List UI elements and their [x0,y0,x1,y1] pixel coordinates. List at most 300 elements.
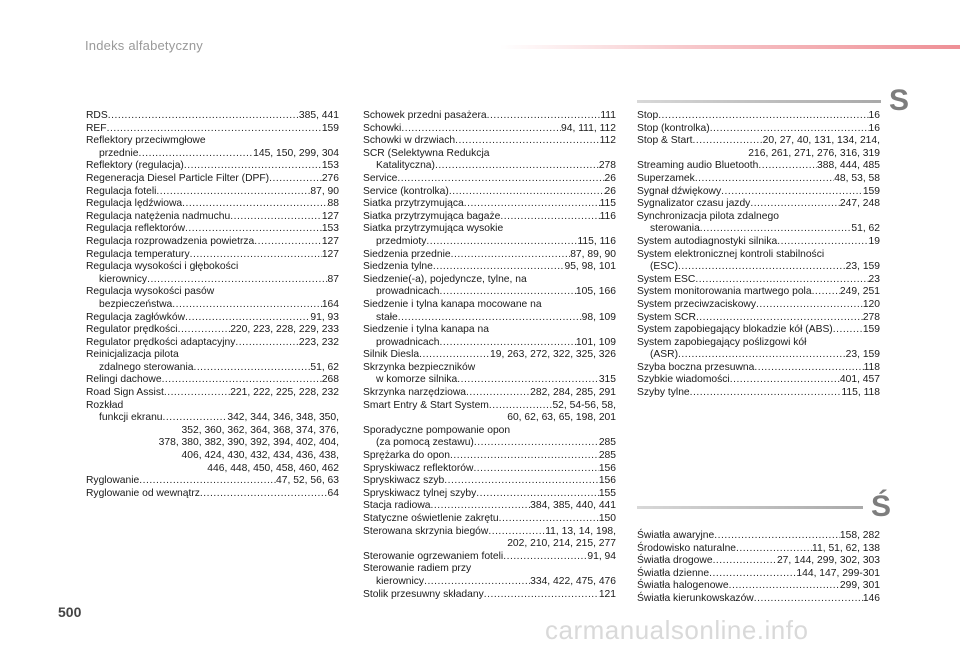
entry-pages: 144, 147, 299-301 [796,567,880,579]
entry-term: System SCR [637,311,696,323]
dot-leader [833,324,863,337]
entry-pages: 384, 385, 440, 441 [530,500,616,512]
dot-leader [690,387,842,400]
entry-term: Smart Entry & Start System [363,399,489,411]
index-entry [363,135,616,148]
dot-leader [714,530,840,543]
index-entry [86,249,339,262]
dot-leader [696,312,863,325]
index-column-3 [637,110,880,400]
dot-leader [473,463,598,476]
entry-term: Spryskiwacz reflektorów [363,462,474,474]
index-entry [637,286,880,299]
entry-pages: 48, 53, 58 [834,172,880,184]
section-letter: S [889,84,910,117]
index-entry [363,349,616,362]
index-entry [86,475,339,488]
index-entry [637,312,880,325]
entry-term: stałe [376,311,398,323]
index-entry [86,160,339,173]
entry-term: Światła dzienne [637,567,710,579]
entry-term: bezpieczeństwa [99,298,173,310]
dot-leader [487,110,601,123]
index-entry: Siedzenie(-a), pojedyncze, tylne, na [363,273,527,285]
dot-leader [693,135,763,148]
dot-leader [449,186,605,199]
entry-pages: 51, 62 [851,223,880,235]
index-entry [363,261,616,274]
index-entry: Sporadyczne pompowanie opon [363,424,511,436]
dot-leader [750,198,840,211]
entry-pages: 401, 457 [839,374,880,386]
index-entry [363,236,616,249]
index-entry [363,337,616,350]
entry-pages: 127 [321,235,339,247]
entry-term: Regulacja natężenia nadmuchu [86,210,231,222]
index-column-2 [363,110,616,601]
index-entry [86,387,339,400]
entry-term: Światła halogenowe [637,580,729,592]
dot-leader [185,223,322,236]
index-entry: 378, 380, 382, 390, 392, 394, 402, 404, [158,437,339,449]
entry-pages: 23, 159 [845,261,880,273]
entry-term: Ryglowanie od wewnątrz [86,487,200,499]
index-entry [363,286,616,299]
entry-pages: 282, 284, 285, 291 [530,387,616,399]
index-entry [86,299,339,312]
entry-term: Schowki w drzwiach [363,135,456,147]
index-entry: Synchronizacja pilota zdalnego [637,210,779,222]
entry-term: Sygnał dźwiękowy [637,185,722,197]
index-entry: Siedzenie i tylna kanapa na [363,324,489,336]
entry-pages: 388, 444, 485 [817,160,880,172]
dot-leader [455,135,599,148]
dot-leader [200,488,328,501]
entry-pages: 91, 93 [310,311,339,323]
entry-pages: 153 [321,223,339,235]
index-entry [363,526,616,539]
dot-leader [182,198,327,211]
entry-pages: 64 [327,487,339,499]
entry-pages: 247, 248 [839,198,880,210]
index-entry [637,374,880,387]
dot-leader [139,148,254,161]
entry-pages: 285 [598,437,616,449]
index-entry [637,110,880,123]
index-entry [86,412,339,425]
dot-leader [736,543,812,556]
index-entry [363,576,616,589]
entry-term: Światła kierunkowskazów [637,592,754,604]
index-entry [86,186,339,199]
entry-pages: 52, 54-56, 58, [552,399,616,411]
entry-term: Skrzynka narzędziowa [363,387,467,399]
index-entry [86,173,339,186]
entry-term: Szyby tylne [637,387,690,399]
entry-term: w komorze silnika [376,374,458,386]
dot-leader [457,374,599,387]
entry-term: Ryglowanie [86,475,140,487]
dot-leader [756,299,863,312]
entry-term: System przeciwzaciskowy [637,298,757,310]
dot-leader [721,186,863,199]
entry-pages: 153 [321,160,339,172]
index-entry [637,580,880,593]
entry-term: (ESC) [650,261,679,273]
dot-leader [499,513,599,526]
dot-leader [476,488,599,501]
index-entry [637,186,880,199]
entry-term: sterowania [650,223,700,235]
index-entry [363,500,616,513]
entry-pages: 121 [598,588,616,600]
entry-pages: 91, 94 [587,550,616,562]
dot-leader [398,312,582,325]
dot-leader [108,110,299,123]
entry-pages: 27, 144, 299, 302, 303 [776,555,880,567]
index-entry [86,274,339,287]
entry-pages: 342, 344, 346, 348, 350, [227,412,339,424]
index-entry [86,362,339,375]
entry-pages: 16 [868,110,880,121]
entry-term: Spryskiwacz tylnej szyby [363,487,477,499]
entry-term: Spryskiwacz szyb [363,475,445,487]
dot-leader [777,236,868,249]
entry-pages: 276 [321,172,339,184]
index-entry [637,555,880,568]
index-entry [86,123,339,136]
entry-term: Sygnalizator czasu jazdy [637,198,751,210]
entry-pages: 11, 51, 62, 138 [812,542,880,554]
index-entry [363,123,616,136]
entry-pages: 120 [862,298,880,310]
entry-term: Service (kontrolka) [363,185,449,197]
entry-pages: 268 [321,374,339,386]
entry-term: Środowisko naturalne [637,542,737,554]
index-entry: 60, 62, 63, 65, 198, 201 [507,412,616,424]
entry-pages: 87 [327,273,339,285]
entry-term: Road Sign Assist [86,387,164,399]
dot-leader [709,568,796,581]
entry-term: Sprężarka do opon [363,450,451,462]
index-entry [86,488,339,501]
index-entry [86,337,339,350]
index-entry [86,236,339,249]
entry-term: REF [86,122,107,134]
dot-leader [107,123,322,136]
index-entry [86,110,339,123]
entry-term: Stop [637,110,659,121]
watermark: carmanualsonline.info [545,615,809,645]
dot-leader [164,387,230,400]
entry-term: Szybkie wiadomości [637,374,730,386]
entry-pages: 26 [604,185,616,197]
entry-term: kierownicy [99,273,148,285]
entry-pages: 23, 159 [845,349,880,361]
dot-leader [230,211,322,224]
index-entry: 446, 448, 450, 458, 460, 462 [207,462,339,474]
entry-pages: 249, 251 [839,286,880,298]
dot-leader [812,286,840,299]
index-entry [637,160,880,173]
index-entry: Regulacja wysokości pasów [86,286,215,298]
entry-term: Regulacja lędźwiowa [86,198,183,210]
entry-pages: 156 [598,475,616,487]
dot-leader [466,387,530,400]
dot-leader [178,324,231,337]
entry-pages: 19, 263, 272, 322, 325, 326 [490,349,616,361]
dot-leader [710,123,869,136]
entry-pages: 87, 89, 90 [570,248,616,260]
dot-leader [172,299,322,312]
entry-term: (ASR) [650,349,679,361]
dot-leader [754,362,863,375]
dot-leader [758,160,817,173]
dot-leader [435,160,599,173]
entry-term: Schowki [363,122,402,134]
entry-pages: 299, 301 [839,580,880,592]
index-entry [637,387,880,400]
entry-term: Regeneracja Diesel Particle Filter (DPF) [86,172,270,184]
dot-leader [713,555,777,568]
dot-leader [185,312,310,325]
entry-pages: 158, 282 [839,530,880,541]
index-entry [363,374,616,387]
index-entry [363,450,616,463]
entry-pages: 20, 27, 40, 131, 134, 214, [762,135,880,147]
entry-pages: 87, 90 [310,185,339,197]
index-entry [363,475,616,488]
entry-term: Stacja radiowa [363,500,431,512]
entry-term: Statyczne oświetlenie zakrętu [363,513,499,524]
entry-pages: 145, 150, 299, 304 [253,147,339,159]
entry-pages: 146 [862,592,880,604]
entry-pages: 118 [863,361,880,373]
dot-leader [488,526,545,539]
entry-term: Światła drogowe [637,555,713,567]
entry-term: (za pomocą zestawu) [376,437,474,449]
index-entry [363,437,616,450]
dot-leader [729,580,840,593]
index-column-4 [637,530,880,606]
entry-pages: 164 [321,298,339,310]
dot-leader [139,475,276,488]
dot-leader [450,450,599,463]
index-entry: SCR (Selektywna Redukcja [363,147,490,159]
dot-leader [444,475,599,488]
index-entry: Reinicjalizacja pilota [86,349,179,361]
index-entry: 406, 424, 430, 432, 434, 436, 438, [181,450,339,462]
entry-pages: 127 [321,210,339,222]
entry-pages: 115, 118 [841,387,880,399]
entry-term: Sterowana skrzynia biegów [363,525,489,537]
page-number: 500 [58,604,82,620]
index-entry [363,551,616,564]
index-entry [363,198,616,211]
entry-pages: 11, 13, 14, 198, [545,525,616,537]
entry-term: Regulacja zagłówków [86,311,186,323]
entry-pages: 285 [598,450,616,462]
index-entry [86,148,339,161]
entry-pages: 19 [868,235,880,247]
dot-leader [730,374,840,387]
dot-leader [695,173,834,186]
entry-term: funkcji ekranu [99,412,163,424]
entry-term: Szyba boczna przesuwna [637,361,755,373]
entry-pages: 334, 422, 475, 476 [530,575,616,587]
dot-leader [678,349,846,362]
index-entry [363,186,616,199]
index-entry: Siedzenie i tylna kanapa mocowane na [363,298,542,310]
entry-term: RDS [86,110,108,121]
dot-leader [489,400,553,413]
entry-term: Superzamek [637,172,695,184]
dot-leader [147,274,327,287]
index-entry [637,349,880,362]
index-entry [363,173,616,186]
dot-leader [433,261,565,274]
entry-pages: 150 [598,513,616,524]
index-entry [637,543,880,556]
entry-pages: 88 [327,198,339,210]
entry-pages: 105, 166 [575,286,616,298]
index-entry [637,236,880,249]
entry-term: zdalnego sterowania [99,361,194,373]
dot-leader [754,593,863,606]
entry-term: Siedzenia tylne [363,261,433,273]
index-entry [363,589,616,602]
letter-divider-s-acute [637,492,891,522]
dot-leader [401,123,561,136]
index-entry [637,123,880,136]
entry-pages: 111 [600,110,616,121]
entry-term: Regulacja rozprowadzenia powietrza [86,235,255,247]
index-entry [637,274,880,287]
index-entry [637,299,880,312]
entry-pages: 156 [598,462,616,474]
index-entry [637,593,880,606]
index-entry [363,211,616,224]
entry-pages: 221, 222, 225, 228, 232 [230,387,339,399]
entry-pages: 116 [599,210,616,222]
entry-pages: 159 [321,122,339,134]
index-entry [637,362,880,375]
index-entry: 216, 261, 271, 276, 316, 319 [748,147,880,159]
dot-leader [254,236,322,249]
dot-leader [162,374,322,387]
entry-term: prowadnicach [376,336,440,348]
dot-leader [397,173,604,186]
entry-term: Stolik przesuwny składany [363,588,484,600]
entry-term: Regulacja temperatury [86,248,190,260]
dot-leader [503,551,587,564]
entry-pages: 159 [862,324,880,336]
entry-pages: 385, 441 [298,110,339,121]
index-entry [363,513,616,526]
index-entry [86,324,339,337]
index-entry: 202, 210, 214, 215, 277 [507,538,616,550]
index-entry: 352, 360, 362, 364, 368, 374, 376, [181,424,339,436]
index-entry [363,249,616,262]
entry-term: przednie [99,147,139,159]
index-entry [637,324,880,337]
dot-leader [269,173,322,186]
entry-pages: 51, 62 [310,361,339,373]
dot-leader [419,349,490,362]
dot-leader [678,261,846,274]
entry-term: Regulacja reflektorów [86,223,186,235]
index-entry [637,223,880,236]
index-entry [363,387,616,400]
entry-term: Siatka przytrzymująca bagaże [363,210,501,222]
index-entry [86,374,339,387]
dot-leader [426,236,577,249]
entry-term: Service [363,172,398,184]
entry-term: przedmioty [376,235,427,247]
entry-term: Stop & Start [637,135,693,147]
entry-term: Silnik Diesla [363,349,420,361]
entry-term: Streaming audio Bluetooth [637,160,759,172]
dot-leader [193,362,310,375]
entry-term: Reflektory (regulacja) [86,160,184,172]
dot-leader [163,412,228,425]
entry-pages: 115, 116 [577,235,616,247]
entry-pages: 115 [599,198,616,210]
index-entry: Regulacja wysokości i głębokości [86,261,239,273]
dot-leader [440,286,576,299]
dot-leader [431,500,531,513]
index-entry [637,135,880,148]
entry-term: System ESC [637,273,696,285]
index-entry [363,488,616,501]
index-entry [363,463,616,476]
entry-term: Regulator prędkości [86,324,178,336]
entry-term: Siatka przytrzymująca [363,198,464,210]
dot-leader [440,337,576,350]
index-entry [363,110,616,123]
divider-line [637,100,881,103]
index-entry [363,160,616,173]
index-entry: Siatka przytrzymująca wysokie [363,223,504,235]
index-entry [86,223,339,236]
entry-term: Regulacja foteli [86,185,157,197]
index-entry [86,312,339,325]
entry-pages: 223, 232 [298,336,339,348]
entry-pages: 98, 109 [581,311,616,323]
index-entry [363,400,616,413]
index-column-1 [86,110,339,500]
entry-term: System zapobiegający blokadzie kół (ABS) [637,324,833,336]
entry-term: System monitorowania martwego pola [637,286,812,298]
entry-term: Regulator prędkości adaptacyjny [86,336,236,348]
entry-pages: 94, 111, 112 [561,122,616,134]
entry-term: Stop (kontrolka) [637,122,710,134]
entry-term: Światła awaryjne [637,530,715,541]
index-entry [637,173,880,186]
entry-pages: 23 [868,273,880,285]
entry-term: kierownicy [376,575,425,587]
entry-term: Siedzenia przednie [363,248,451,260]
entry-pages: 315 [598,374,616,386]
index-entry: Reflektory przeciwmgłowe [86,135,206,147]
entry-term: Relingi dachowe [86,374,162,386]
entry-pages: 16 [868,122,880,134]
entry-pages: 101, 109 [575,336,616,348]
header-accent-bar [500,45,960,49]
dot-leader [700,223,852,236]
dot-leader [190,249,322,262]
entry-pages: 155 [598,487,616,499]
